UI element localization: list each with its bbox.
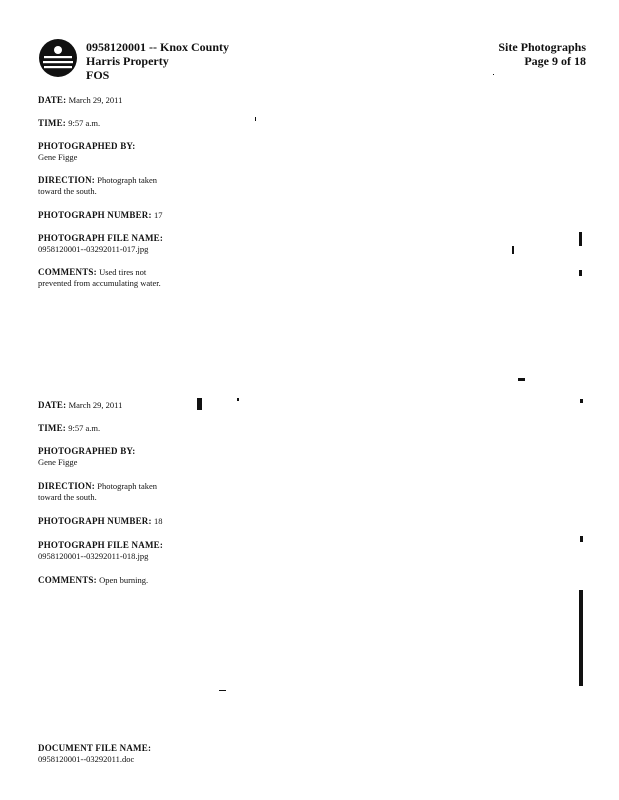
photographer-value: Gene Figge bbox=[38, 457, 78, 467]
scan-speck bbox=[197, 398, 202, 410]
date-value: March 29, 2011 bbox=[68, 95, 123, 105]
document-file-name-field bbox=[38, 743, 151, 765]
direction-value-line2: toward the south. bbox=[38, 186, 97, 196]
program-code: FOS bbox=[86, 68, 110, 82]
photograph-file-name-label: PHOTOGRAPH FILE NAME: bbox=[38, 540, 164, 550]
direction-value-line1: Photograph taken bbox=[97, 175, 157, 185]
property-name: Harris Property bbox=[86, 54, 169, 68]
direction-label: DIRECTION: bbox=[38, 175, 96, 185]
photo1-photographer-field bbox=[38, 141, 135, 163]
scan-speck bbox=[580, 536, 583, 542]
scan-speck bbox=[493, 74, 494, 75]
photo2-photographer-field bbox=[38, 446, 135, 468]
scan-speck bbox=[219, 690, 226, 691]
comments-label: COMMENTS: bbox=[38, 267, 97, 277]
scan-speck bbox=[579, 270, 582, 276]
photographer-value: Gene Figge bbox=[38, 152, 78, 162]
photo2-time-field bbox=[38, 423, 100, 434]
agency-logo-icon bbox=[38, 38, 78, 78]
scan-speck bbox=[580, 399, 583, 403]
scan-speck bbox=[579, 232, 582, 246]
site-id-title: 0958120001 -- Knox County bbox=[86, 40, 230, 54]
photographed-by-label: PHOTOGRAPHED BY: bbox=[38, 141, 136, 151]
photo1-comments-field bbox=[38, 267, 161, 289]
photo2-number-field bbox=[38, 516, 162, 527]
photo2-date-field bbox=[38, 400, 122, 411]
document-file-name-label: DOCUMENT FILE NAME: bbox=[38, 743, 152, 753]
photograph-file-name-value: 0958120001--03292011-017.jpg bbox=[38, 244, 149, 254]
comments-value-line2: prevented from accumulating water. bbox=[38, 278, 161, 288]
photograph-file-name-label: PHOTOGRAPH FILE NAME: bbox=[38, 233, 164, 243]
comments-value-line1: Used tires not bbox=[99, 267, 147, 277]
photo2-comments-field bbox=[38, 575, 148, 586]
photo1-time-field bbox=[38, 118, 100, 129]
time-label: TIME: bbox=[38, 423, 66, 433]
photograph-number-value: 18 bbox=[153, 516, 163, 526]
comments-value-line1: Open burning. bbox=[99, 575, 149, 585]
photograph-number-value: 17 bbox=[153, 210, 163, 220]
photo1-direction-field bbox=[38, 175, 157, 197]
photograph-number-label: PHOTOGRAPH NUMBER: bbox=[38, 210, 152, 220]
date-label: DATE: bbox=[38, 400, 67, 410]
header-left bbox=[86, 40, 229, 82]
photo1-file-name-field bbox=[38, 233, 163, 255]
time-label: TIME: bbox=[38, 118, 66, 128]
direction-value-line1: Photograph taken bbox=[97, 481, 157, 491]
photo1-date-field bbox=[38, 95, 122, 106]
comments-label: COMMENTS: bbox=[38, 575, 97, 585]
time-value: 9:57 a.m. bbox=[68, 423, 101, 433]
photograph-file-name-value: 0958120001--03292011-018.jpg bbox=[38, 551, 149, 561]
scan-speck bbox=[512, 246, 514, 254]
scan-speck bbox=[518, 378, 525, 381]
direction-value-line2: toward the south. bbox=[38, 492, 97, 502]
scan-edge-bar bbox=[579, 590, 583, 686]
date-value: March 29, 2011 bbox=[68, 400, 123, 410]
document-file-name-value: 0958120001--03292011.doc bbox=[38, 754, 135, 764]
date-label: DATE: bbox=[38, 95, 67, 105]
photograph-number-label: PHOTOGRAPH NUMBER: bbox=[38, 516, 152, 526]
scan-speck bbox=[237, 398, 239, 401]
direction-label: DIRECTION: bbox=[38, 481, 96, 491]
photographed-by-label: PHOTOGRAPHED BY: bbox=[38, 446, 136, 456]
page-number: Page 9 of 18 bbox=[524, 54, 586, 68]
photo1-number-field bbox=[38, 210, 162, 221]
time-value: 9:57 a.m. bbox=[68, 118, 101, 128]
scan-speck bbox=[255, 117, 256, 121]
section-title: Site Photographs bbox=[498, 40, 586, 54]
photo2-file-name-field bbox=[38, 540, 163, 562]
photo2-direction-field bbox=[38, 481, 157, 503]
header-right bbox=[498, 40, 586, 68]
